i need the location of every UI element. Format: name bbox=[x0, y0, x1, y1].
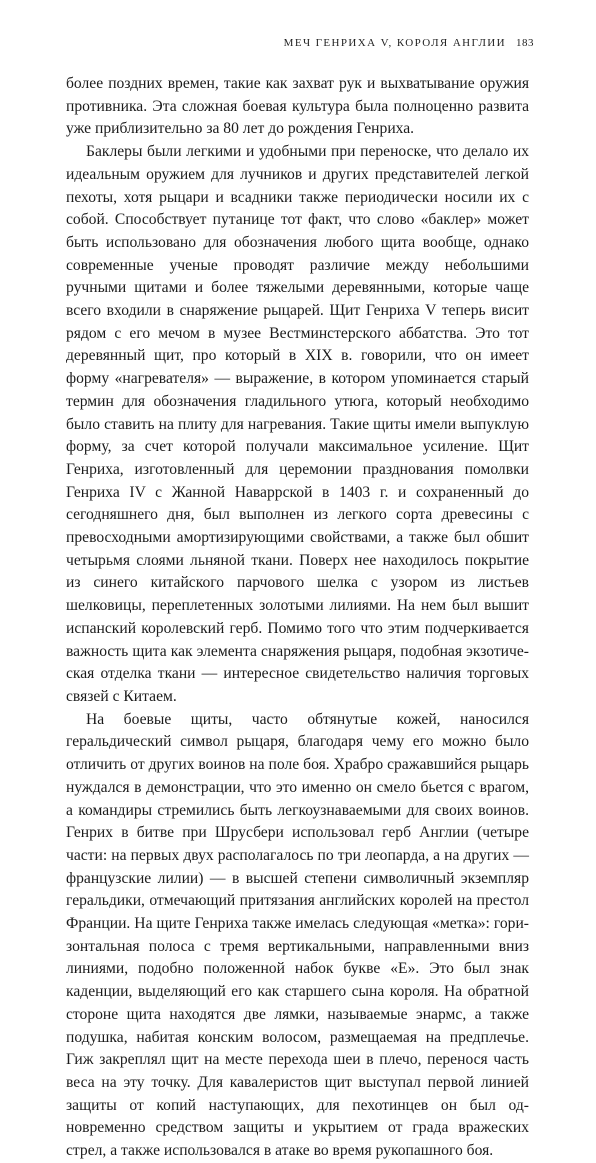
paragraph: На боевые щиты, часто обтянутые кожей, наносился геральдический символ рыцаря, благодаря чему его можно было отличить от других воинов на поле боя. Храбро сражавшийся рыцарь нуждался в демонстрации, что это именно он смело бьется с врагом, а командиры стремились быть легкоузнаваемыми для своих воинов. Генрих в битве при Шрусбери использовал герб Англии (четыре части: на первых двух располагалось по три леопарда, а на других — французские лилии) — в высшей степени символичный экземпляр геральдики, отмечающий притязания английских королей на престол Франции. На щите Генриха также имелась следующая «метка»: горизонтальная полоса с тремя вертикальными, направленными вниз линиями, подобно положенной набок букве «Е». Это был знак каденции, выделяющий его как старшего сына короля. На обратной стороне щита находятся две лямки, называемые энармс, а также подушка, набитая конским волосом, размещаемая на предплечье. Гиж закреплял щит на месте перехода шеи в плечо, перенося часть веса на эту точку. Для кавалеристов щит выступал первой линией защиты от копий наступающих, для пехотинцев он был одновременно средством защиты и укрытием от града вражеских стрел, а также использовался в атаке во время рукопашного боя. bbox=[66, 710, 529, 1160]
paragraph: Баклеры были легкими и удобными при переноске, что делало их идеальным оружием для лучников и других представителей легкой пехоты, хотя рыцари и всадники также периодически носили их с собой. Способствует путанице тот факт, что слово «баклер» может быть использовано для обозначения любого щита вообще, однако современные ученые проводят различие между небольшими ручными щитами и более тяжелыми деревянными, которые чаще всего входили в снаряжение рыцарей. Щит Генриха V теперь висит рядом с его мечом в музее Вестминстерского аббатства. Это тот деревянный щит, про который в XIX в. говорили, что он имеет форму «нагревателя» — выражение, в котором упоминается старый термин для обозначения гладильного утюга, который необходимо было ставить на плиту для нагревания. Такие щиты имели выпуклую форму, за счет которой получали максимальное усиление. Щит Генриха, изготовленный для церемонии празднования помолвки Генриха IV с Жанной Наваррской в 1403 г. и сохраненный до сегодняшнего дня, был выполнен из легкого сорта древесины с превосходными амортизирующими свойствами, а также был обшит четырьмя слоями льняной ткани. Поверх нее находилось покрытие из синего китайского парчового шелка с узором из листьев шелковицы, переплетенных золотыми лилиями. На нем был вышит испанский королевский герб. Помимо того что этим подчеркивается важность щита как элемента снаряжения рыцаря, подобная экзотическая отделка ткани — интересное свидетельство наличия торговых связей с Китаем. bbox=[66, 143, 529, 705]
page-number: 183 bbox=[516, 37, 534, 49]
running-header bbox=[66, 37, 534, 49]
body-text bbox=[66, 73, 529, 1163]
running-title: МЕЧ ГЕНРИХА V, КОРОЛЯ АНГЛИИ bbox=[283, 37, 506, 49]
paragraph: более поздних времен, такие как захват рук и выхватывание оружия противника. Эта сложная боевая культура была полноценно развита уже приблизительно за 80 лет до рождения Генриха. bbox=[66, 75, 529, 138]
